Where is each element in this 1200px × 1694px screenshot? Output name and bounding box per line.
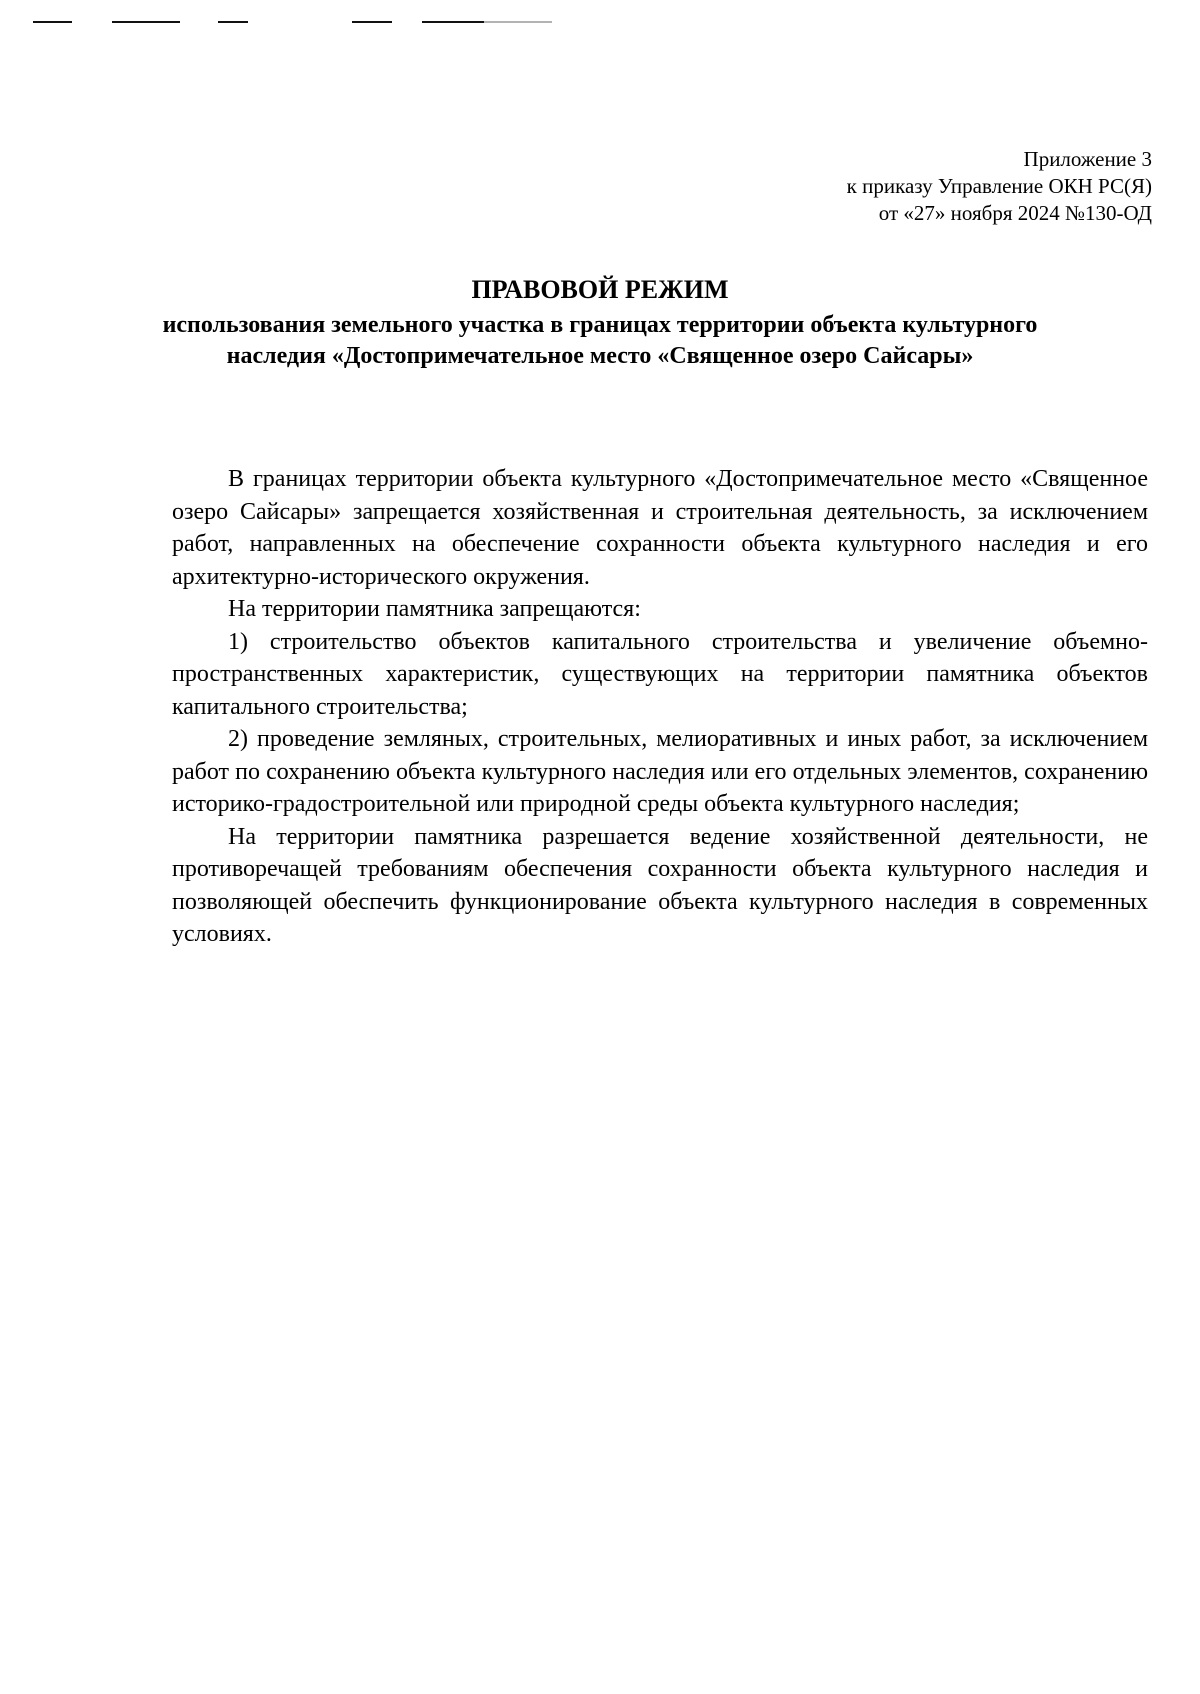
paragraph-prohibition-2: 2) проведение земляных, строительных, мелиоративных и иных работ, за исключением работ по сохранению объекта культурного наследия или его отдельных элементов, сохранению историко-градостроительной или природной среды объекта культурного наследия; [172,726,1148,817]
annex-order-date: от «27» ноября 2024 №130-ОД [878,201,1152,225]
paragraph-prohibited-heading: На территории памятника запрещаются: [228,596,641,622]
document-title: ПРАВОВОЙ РЕЖИМ [471,275,729,304]
paragraph-permitted: На территории памятника разрешается ведение хозяйственной деятельности, не противоречащей требованиям обеспечения сохранности объекта культурного наследия и позволяющей обеспечить функционирование объекта культурного наследия в современных условиях. [172,823,1148,947]
annex-number: Приложение 3 [1023,147,1152,171]
document-subtitle: использования земельного участка в границах территории объекта культурного наследия «Достопримечательное место «Священное озеро Сайсары» [162,312,1038,369]
annex-reference [552,146,1152,227]
document-body [172,463,1148,951]
annex-order-reference: к приказу Управление ОКН РС(Я) [846,174,1152,198]
scan-artifact-lines [0,0,1200,40]
document-title-block [150,272,1050,372]
paragraph-prohibition-1: 1) строительство объектов капитального строительства и увеличение объемно-пространственных характеристик, существующих на территории памятника объектов капитального строительства; [172,628,1148,720]
paragraph-intro: В границах территории объекта культурного «Достопримечательное место «Священное озеро Сайсары» запрещается хозяйственная и строительная деятельность, за исключением работ, направленных на обеспечение сохранности объекта культурного наследия и его архитектурно-исторического окружения. [172,466,1148,590]
